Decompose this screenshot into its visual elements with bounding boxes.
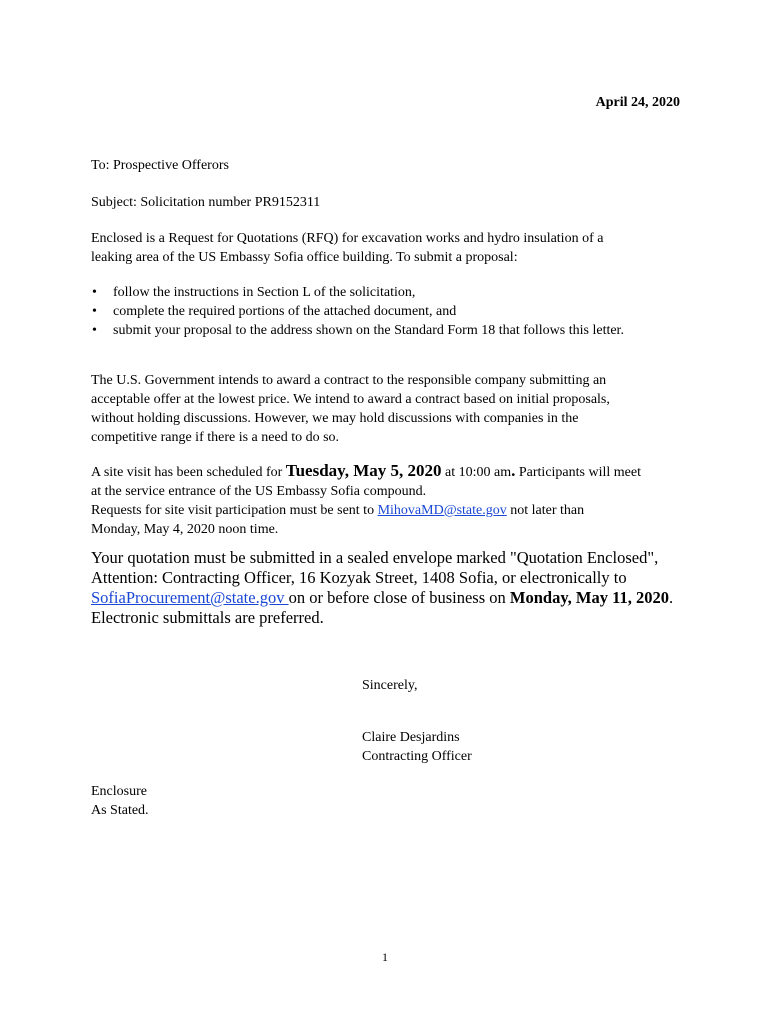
paragraph-line: Electronic submittals are preferred. bbox=[91, 608, 324, 627]
paragraph-line: competitive range if there is a need to do so. bbox=[91, 430, 340, 445]
site-visit-deadline-text: not later than bbox=[506, 503, 585, 518]
site-visit-suffix: Participants will meet bbox=[515, 465, 641, 480]
signer-name: Claire Desjardins bbox=[362, 730, 460, 745]
instructions-list bbox=[91, 283, 624, 340]
paragraph-line bbox=[91, 461, 641, 482]
deadline-period: . bbox=[668, 588, 674, 607]
paragraph-line: acceptable offer at the lowest price. We intend to award a contract based on initial proposals, bbox=[91, 392, 610, 407]
list-item bbox=[91, 302, 624, 321]
enclosure-label: Enclosure bbox=[91, 784, 147, 799]
quotation-paragraph bbox=[91, 548, 673, 628]
deadline-text: on or before close of business on bbox=[288, 588, 510, 607]
paragraph-line: Monday, May 4, 2020 noon time. bbox=[91, 522, 279, 537]
page-number: 1 bbox=[382, 950, 388, 964]
site-visit-paragraph bbox=[91, 461, 641, 539]
site-visit-request-text: Requests for site visit participation must be sent to bbox=[91, 503, 378, 518]
list-item-text: complete the required portions of the attached document, and bbox=[113, 304, 457, 319]
list-item-text: follow the instructions in Section L of the solicitation, bbox=[113, 285, 416, 300]
site-visit-time: at 10:00 am bbox=[441, 465, 512, 480]
enclosure-detail: As Stated. bbox=[91, 803, 149, 818]
paragraph-line: Attention: Contracting Officer, 16 Kozyak Street, 1408 Sofia, or electronically to bbox=[91, 568, 627, 587]
deadline-date: Monday, May 11, 2020 bbox=[509, 588, 669, 607]
paragraph-line: Your quotation must be submitted in a sealed envelope marked "Quotation Enclosed", bbox=[91, 548, 659, 567]
paragraph-line: The U.S. Government intends to award a contract to the responsible company submitting an bbox=[91, 373, 607, 388]
site-visit-period: . bbox=[511, 461, 516, 480]
procurement-email-link[interactable]: SofiaProcurement@state.gov bbox=[91, 588, 289, 607]
signature-block bbox=[362, 728, 472, 766]
closing-salutation: Sincerely, bbox=[362, 678, 418, 693]
bullet-icon: • bbox=[92, 304, 97, 319]
list-item bbox=[91, 283, 624, 302]
list-item-text: submit your proposal to the address shown on the Standard Form 18 that follows this letter. bbox=[113, 323, 624, 338]
signer-title: Contracting Officer bbox=[362, 749, 472, 764]
intro-paragraph bbox=[91, 229, 603, 267]
intro-line: Enclosed is a Request for Quotations (RFQ) for excavation works and hydro insulation of a bbox=[91, 231, 604, 246]
site-visit-email-link[interactable]: MihovaMD@state.gov bbox=[377, 503, 507, 518]
paragraph-line: without holding discussions. However, we may hold discussions with companies in the bbox=[91, 411, 579, 426]
government-paragraph bbox=[91, 371, 610, 447]
bullet-icon: • bbox=[92, 323, 97, 338]
paragraph-line: at the service entrance of the US Embassy Sofia compound. bbox=[91, 484, 427, 499]
site-visit-prefix: A site visit has been scheduled for bbox=[91, 465, 286, 480]
letter-date: April 24, 2020 bbox=[595, 95, 680, 110]
paragraph-line bbox=[91, 588, 673, 608]
intro-line: leaking area of the US Embassy Sofia office building. To submit a proposal: bbox=[91, 250, 518, 265]
list-item bbox=[91, 321, 624, 340]
subject-line: Subject: Solicitation number PR9152311 bbox=[91, 195, 321, 210]
paragraph-line bbox=[91, 501, 641, 520]
site-visit-date: Tuesday, May 5, 2020 bbox=[285, 461, 442, 480]
bullet-icon: • bbox=[92, 285, 97, 300]
recipient-line: To: Prospective Offerors bbox=[91, 158, 229, 173]
enclosure-note bbox=[91, 782, 149, 820]
